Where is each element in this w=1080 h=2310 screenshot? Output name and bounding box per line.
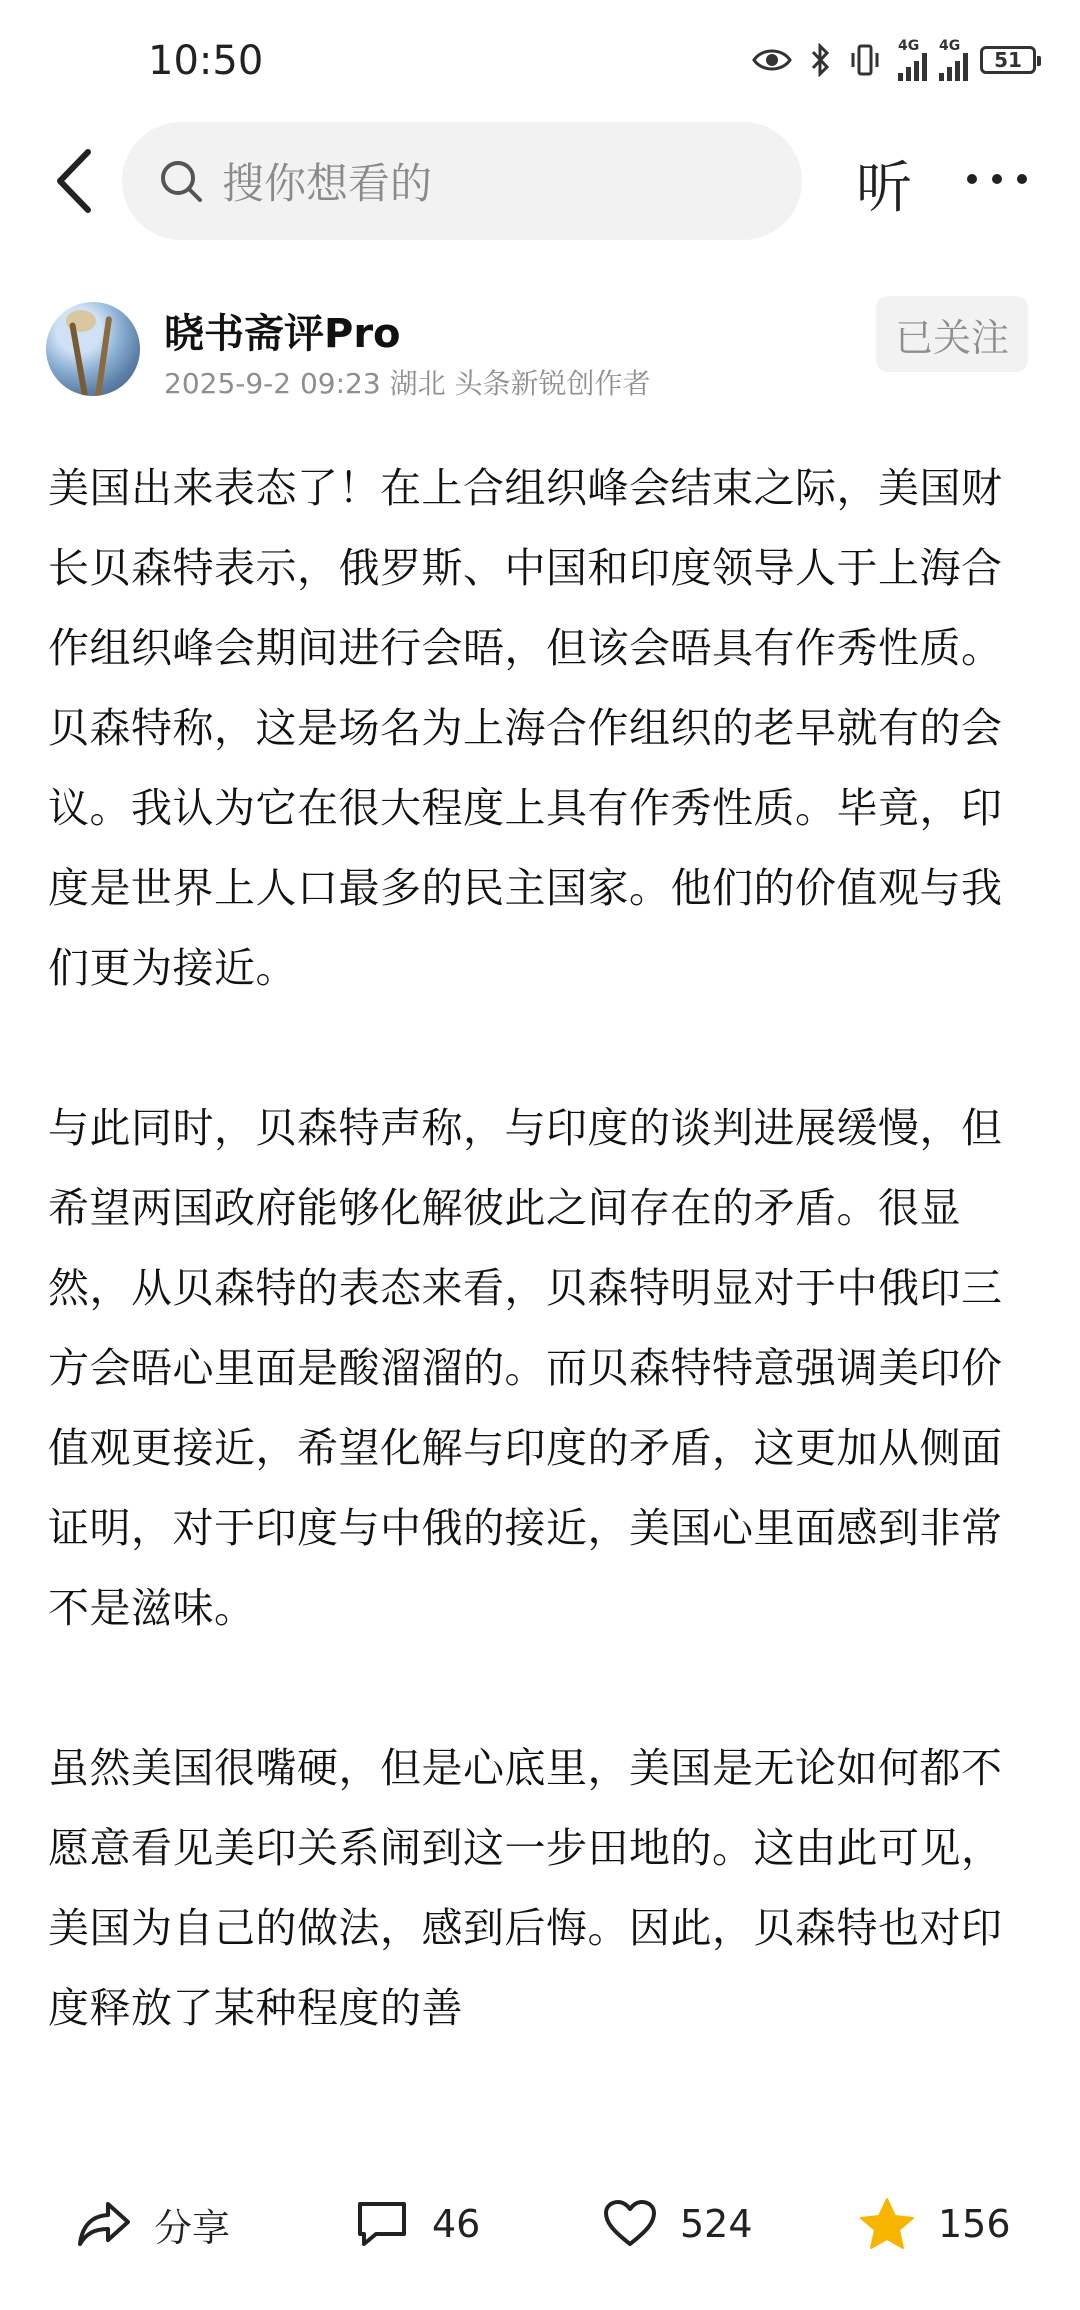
bottom-action-bar: [0, 2168, 1080, 2310]
comment-button[interactable]: [354, 2192, 480, 2256]
heart-icon: [602, 2198, 658, 2250]
article-paragraph: 美国出来表态了！在上合组织峰会结束之际，美国财长贝森特表示，俄罗斯、中国和印度领导人于上海合作组织峰会期间进行会晤，但该会晤具有作秀性质。贝森特称，这是场名为上海合作组织的老早就有的会议。我认为它在很大程度上具有作秀性质。毕竟，印度是世界上人口最多的民主国家。他们的价值观与我们更为接近。: [48, 464, 1003, 992]
author-header: [0, 296, 1080, 416]
favorite-count: 156: [938, 2202, 1011, 2246]
like-count: 524: [680, 2202, 753, 2246]
status-bar: [0, 0, 1080, 120]
battery-icon: [980, 46, 1036, 74]
network-label: 4G: [898, 38, 920, 54]
comment-count: 46: [432, 2202, 481, 2246]
top-nav: [0, 120, 1080, 240]
status-time: 10:50: [148, 38, 264, 84]
avatar[interactable]: [46, 302, 140, 396]
author-name[interactable]: 晓书斋评Pro: [164, 311, 401, 357]
share-button[interactable]: [76, 2192, 230, 2256]
bluetooth-icon: [810, 43, 832, 77]
search-icon: [158, 158, 204, 204]
eye-icon: [752, 46, 792, 74]
article-paragraph: 与此同时，贝森特声称，与印度的谈判进展缓慢，但希望两国政府能够化解彼此之间存在的矛盾。很显然，从贝森特的表态来看，贝森特明显对于中俄印三方会晤心里面是酸溜溜的。而贝森特特意强调美印价值观更接近，希望化解与印度的矛盾，这更加从侧面证明，对于印度与中俄的接近，美国心里面感到非常不是滋味。: [48, 1104, 1003, 1632]
article-body: [48, 448, 1034, 2152]
author-meta: 2025-9-2 09:23 湖北 头条新锐创作者: [164, 367, 651, 400]
status-icons: [752, 38, 1036, 82]
vibrate-icon: [850, 43, 880, 77]
listen-button[interactable]: 听: [856, 156, 912, 221]
follow-button[interactable]: 已关注: [876, 296, 1028, 372]
star-icon: [858, 2196, 916, 2252]
share-icon: [76, 2198, 132, 2250]
search-bar[interactable]: [122, 122, 802, 240]
comment-icon: [354, 2198, 410, 2250]
chevron-left-icon[interactable]: [46, 146, 106, 216]
signal-icon: [898, 39, 927, 81]
more-horizontal-icon[interactable]: [962, 154, 1032, 204]
article-paragraph: 虽然美国很嘴硬，但是心底里，美国是无论如何都不愿意看见美印关系闹到这一步田地的。这由此可见，美国为自己的做法，感到后悔。因此，贝森特也对印度释放了某种程度的善: [48, 1744, 1003, 2032]
battery-level: 51: [994, 48, 1022, 72]
search-placeholder: 搜你想看的: [222, 159, 433, 208]
network-label: 4G: [939, 38, 961, 54]
like-button[interactable]: [602, 2192, 753, 2256]
favorite-button[interactable]: [858, 2192, 1011, 2256]
share-label: 分享: [154, 2205, 231, 2250]
signal-icon: [939, 39, 968, 81]
